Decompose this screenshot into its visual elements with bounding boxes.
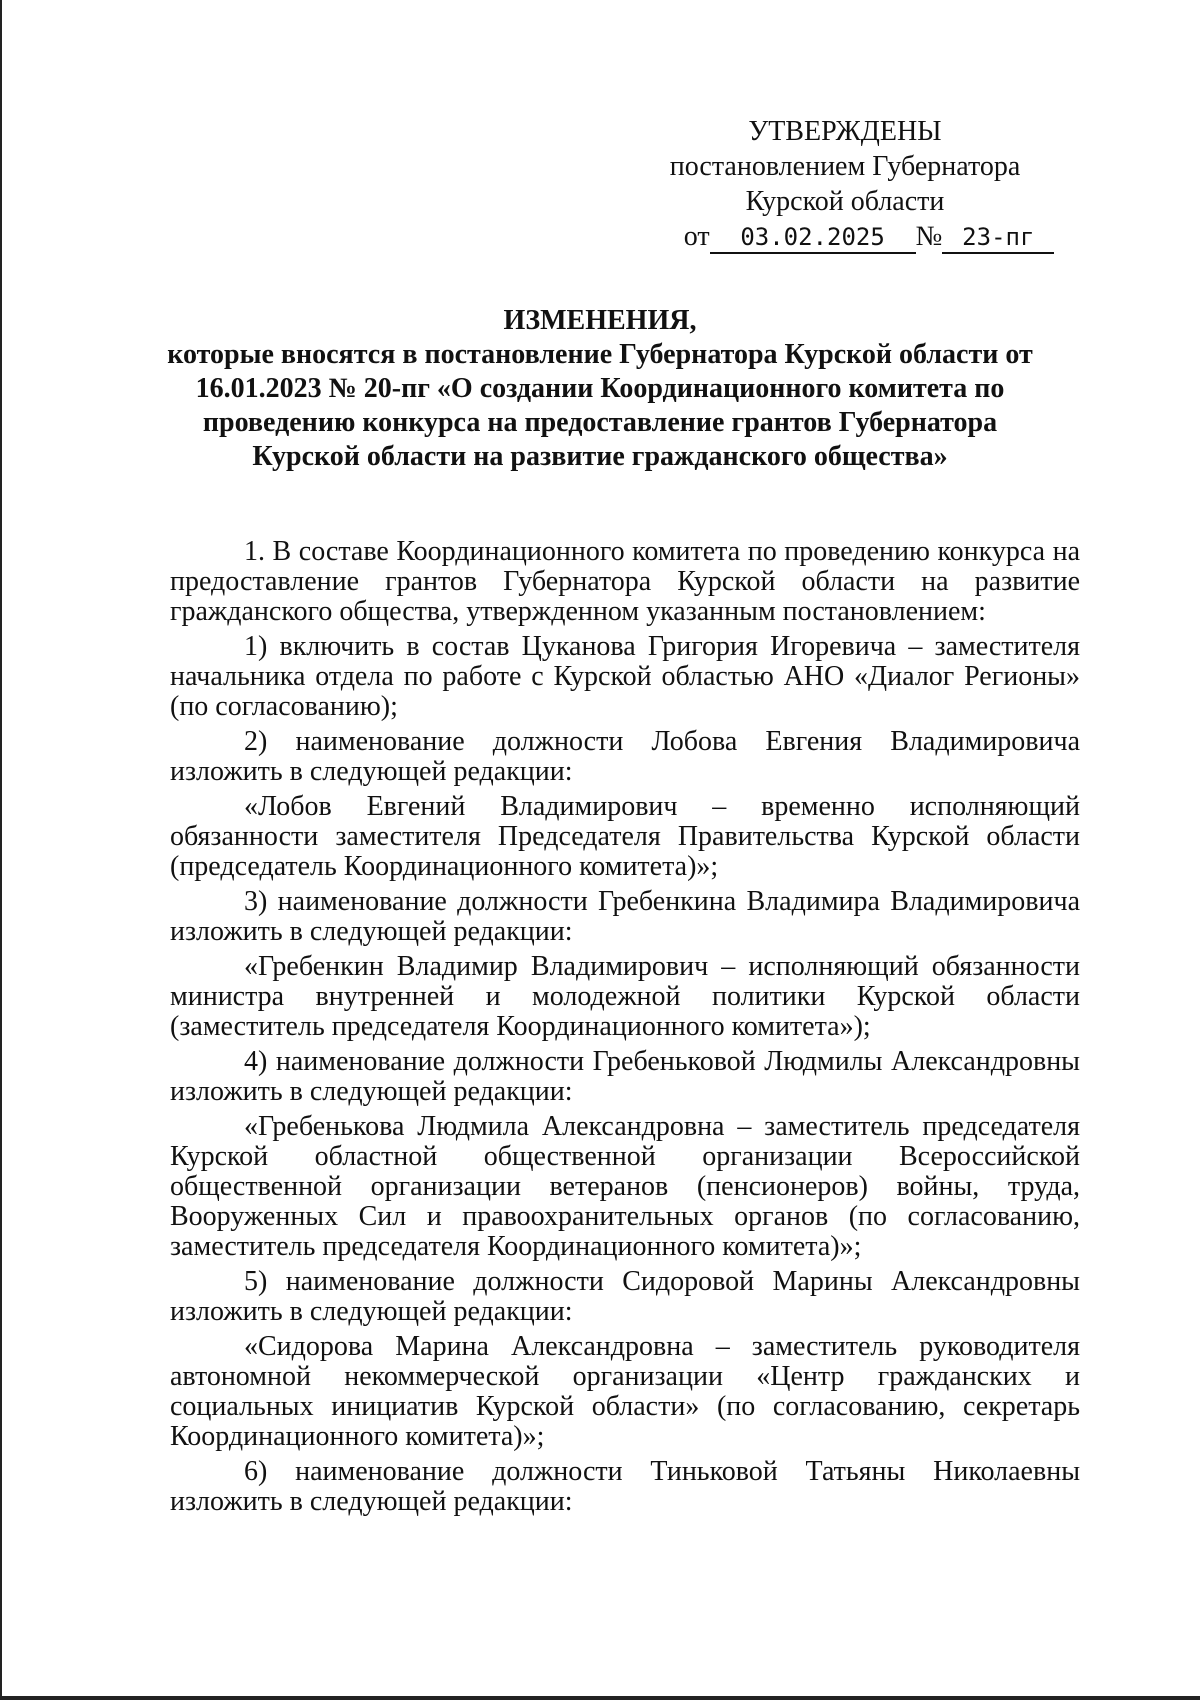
paragraph-item-5: 5) наименование должности Сидоровой Марины Александровны изложить в следующей редакции: (170, 1266, 1080, 1327)
number-value: 23-пг (942, 222, 1054, 254)
number-prefix: № (915, 221, 943, 252)
heading-title: ИЗМЕНЕНИЯ, (503, 305, 697, 336)
paragraph-quote-grebenkova: «Гребенькова Людмила Александровна – заместитель председателя Курской областной общественной организации Всероссийской общественной организации ветеранов (пенсионеров) войны, труда, Вооруженных Сил и правоохранительных органов (по согласованию, заместитель председателя Координационного комитета)»; (170, 1111, 1080, 1262)
paragraph-quote-sidorova: «Сидорова Марина Александровна – заместитель руководителя автономной некоммерческой организации «Центр гражданских и социальных инициатив Курской области» (по согласованию, секретарь Координационного комитета)»; (170, 1331, 1080, 1452)
paragraph-item-4: 4) наименование должности Гребеньковой Людмилы Александровны изложить в следующей редакции: (170, 1046, 1080, 1107)
paragraph-item-2: 2) наименование должности Лобова Евгения Владимировича изложить в следующей редакции: (170, 726, 1080, 787)
approval-region: Курской области (745, 186, 945, 217)
heading-line-2: 16.01.2023 № 20-пг «О создании Координационного комитета по (195, 373, 1005, 404)
date-prefix: от (683, 221, 710, 252)
paragraph-quote-lobov: «Лобов Евгений Владимирович – временно исполняющий обязанности заместителя Председателя Правительства Курской области (председатель Координационного комитета)»; (170, 791, 1080, 882)
approval-date-number (664, 219, 1074, 254)
scan-edge-bottom (0, 1696, 1200, 1700)
heading-line-1: которые вносятся в постановление Губернатора Курской области от (167, 339, 1033, 370)
date-value: 03.02.2025 (710, 222, 916, 254)
approval-title: УТВЕРЖДЕНЫ (748, 116, 942, 147)
approval-block (640, 114, 1050, 254)
document-heading (150, 304, 1050, 474)
scan-edge-left (0, 0, 2, 1700)
document-body (170, 537, 1080, 1522)
paragraph-item-3: 3) наименование должности Гребенкина Владимира Владимировича изложить в следующей редакции: (170, 886, 1080, 947)
paragraph-item-6: 6) наименование должности Тиньковой Татьяны Николаевны изложить в следующей редакции: (170, 1456, 1080, 1517)
heading-line-3: проведению конкурса на предоставление грантов Губернатора (202, 407, 998, 438)
paragraph-quote-grebenkin: «Гребенкин Владимир Владимирович – исполняющий обязанности министра внутренней и молодежной политики Курской области (заместитель председателя Координационного комитета»); (170, 951, 1080, 1042)
approval-authority: постановлением Губернатора (669, 151, 1021, 182)
paragraph-item-1: 1) включить в состав Цуканова Григория Игоревича – заместителя начальника отдела по работе с Курской областью АНО «Диалог Регионы» (по согласованию); (170, 631, 1080, 722)
paragraph-1: 1. В составе Координационного комитета по проведению конкурса на предоставление грантов Губернатора Курской области на развитие гражданского общества, утвержденном указанным постановлением: (170, 536, 1080, 627)
heading-line-4: Курской области на развитие гражданского общества» (252, 441, 948, 472)
